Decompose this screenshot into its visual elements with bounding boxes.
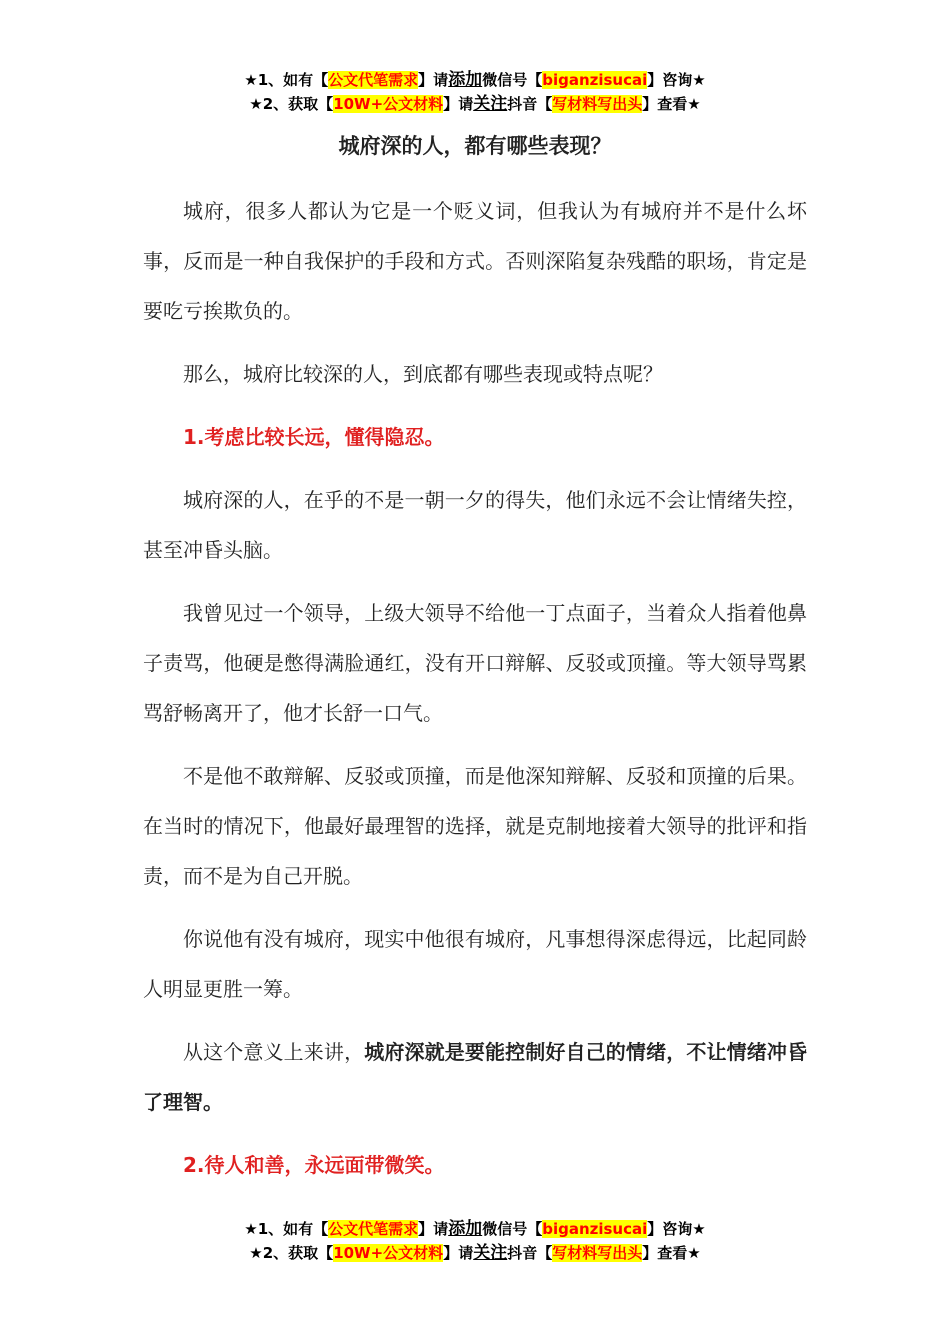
underlined-add: 添加 [448,70,483,90]
paragraph-text: 从这个意义上来讲， [183,1040,365,1064]
underlined-follow: 关注 [473,1243,508,1263]
banner-text: 2、获取【 [262,1244,334,1262]
star-icon: ★ [249,95,263,113]
top-banner [0,68,950,116]
banner-text: 】请 [443,1244,474,1262]
banner-text: 抖音【 [507,1244,553,1262]
underlined-add: 添加 [448,1219,483,1239]
highlight-service: 公文代笔需求 [328,1220,419,1238]
banner-text: 】请 [443,95,474,113]
paragraph: 不是他不敢辩解、反驳或顶撞，而是他深知辩解、反驳和顶撞的后果。在当时的情况下，他最好最理智的选择，就是克制地接着大领导的批评和指责，而不是为自己开脱。 [143,764,807,888]
banner-text: 2、获取【 [262,95,334,113]
banner-text: 1、如有【 [257,1220,329,1238]
banner-text: 】咨询★ [647,1220,706,1238]
banner-line-2 [0,92,950,116]
highlight-wechat-id: biganzisucai [542,71,648,89]
highlight-materials: 10W+公文材料 [333,95,444,113]
banner-text: 】咨询★ [647,71,706,89]
highlight-service: 公文代笔需求 [328,71,419,89]
article-body [143,186,807,1203]
bottom-banner [0,1217,950,1265]
emphasis-text: 城府深就是要能控制好自己的情绪，不让情绪冲昏了理智。 [143,1040,808,1114]
paragraph: 你说他有没有城府，现实中他很有城府，凡事想得深虑得远，比起同龄人明显更胜一筹。 [143,927,807,1001]
star-icon: ★ [244,1220,258,1238]
star-icon: ★ [249,1244,263,1262]
paragraph: 城府深的人，在乎的不是一朝一夕的得失，他们永远不会让情绪失控，甚至冲昏头脑。 [143,488,807,562]
banner-text: 抖音【 [507,95,553,113]
banner-text: 微信号【 [482,71,543,89]
article-title: 城府深的人，都有哪些表现？ [338,134,612,158]
paragraph: 我曾见过一个领导，上级大领导不给他一丁点面子，当着众人指着他鼻子责骂，他硬是憋得满脸通红，没有开口辩解、反驳或顶撞。等大领导骂累骂舒畅离开了，他才长舒一口气。 [143,601,807,725]
paragraph: 城府，很多人都认为它是一个贬义词，但我认为有城府并不是什么坏事，反而是一种自我保护的手段和方式。否则深陷复杂残酷的职场，肯定是要吃亏挨欺负的。 [143,199,807,323]
paragraph: 那么，城府比较深的人，到底都有哪些表现或特点呢？ [183,362,663,386]
banner-text: 】请 [418,71,449,89]
paragraph-conclusion [143,1027,807,1127]
highlight-materials: 10W+公文材料 [333,1244,444,1262]
highlight-douyin-account: 写材料写出头 [552,95,643,113]
section-heading-1: 1.考虑比较长远，懂得隐忍。 [183,425,445,449]
banner-line-2 [0,1241,950,1265]
banner-text: 】查看★ [642,1244,701,1262]
banner-text: 1、如有【 [257,71,329,89]
banner-text: 】查看★ [642,95,701,113]
banner-text: 】请 [418,1220,449,1238]
banner-line-1 [0,68,950,92]
banner-text: 微信号【 [482,1220,543,1238]
banner-line-1 [0,1217,950,1241]
highlight-wechat-id: biganzisucai [542,1220,648,1238]
highlight-douyin-account: 写材料写出头 [552,1244,643,1262]
star-icon: ★ [244,71,258,89]
section-heading-2: 2.待人和善，永远面带微笑。 [183,1153,445,1177]
underlined-follow: 关注 [473,94,508,114]
